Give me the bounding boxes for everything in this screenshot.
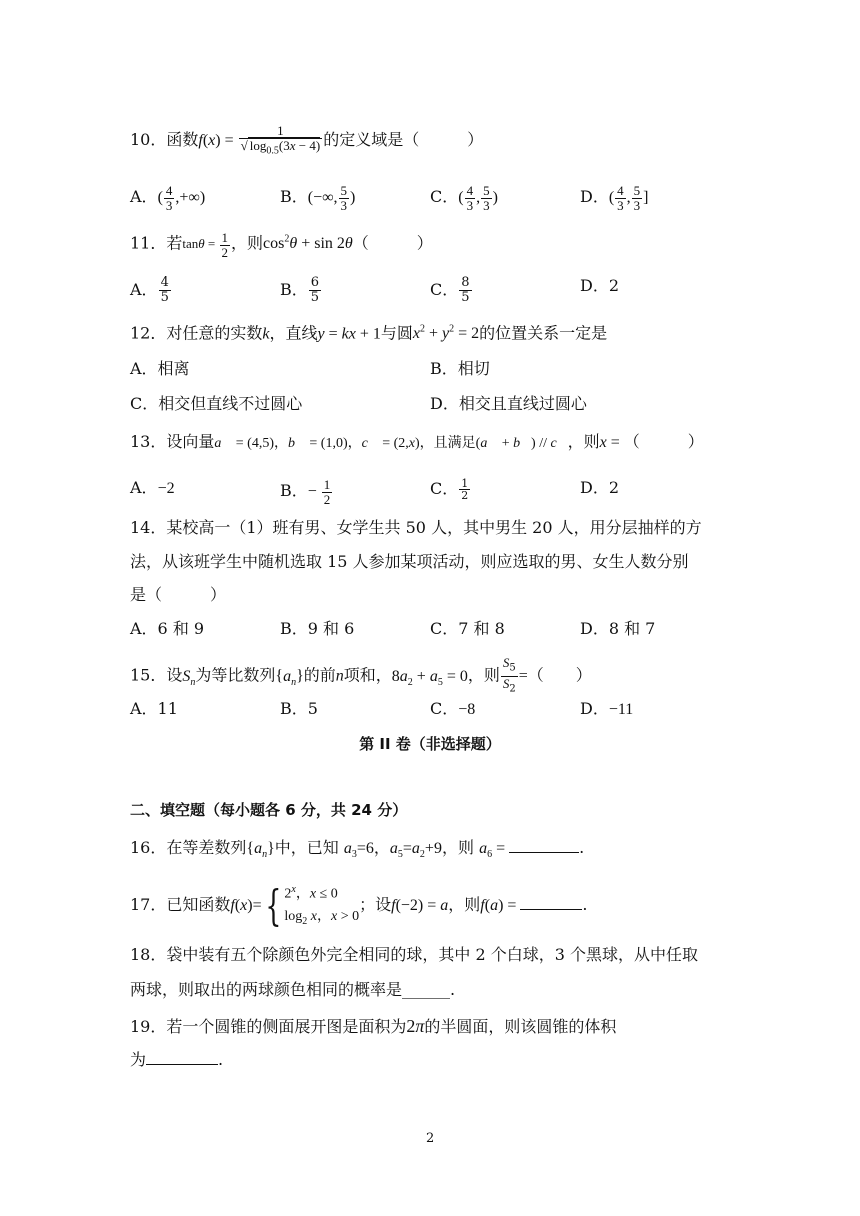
q10-option-a: A．( $\frac{4}{3}$ ,+∞) xyxy=(130,183,206,213)
question-10: 10．函数f(x) = $\frac{1}{√ \log_{0.5}(3x - 4)}$ 的定义域是（ ） xyxy=(130,123,484,157)
q10-formula: f(x) = $\frac{1}{√ \log_{0.5}(3x - 4)}$ xyxy=(198,123,321,157)
q11-option-d: D．2 xyxy=(580,276,620,295)
q14-option-c: C．7 和 8 xyxy=(430,619,505,638)
question-17: 17．已知函数f(x)={ 2$^x$，x ≤ 0 $\log_2 x$，x > 0 ；设f(−2) = a，则f(a) = . xyxy=(130,880,588,930)
q18-line-1: 18．袋中装有五个除颜色外完全相同的球，其中 2 个白球，3 个黑球，从中任取 xyxy=(130,945,698,964)
q15-option-c: C．−8 xyxy=(430,699,476,718)
page-number: 2 xyxy=(426,1131,435,1146)
q10-option-b: B．(−∞, $\frac{5}{3}$ ) xyxy=(280,183,356,213)
q13-option-b: B．− $\frac{1}{2}$ xyxy=(280,477,331,507)
q14-line-3: 是（ ） xyxy=(130,585,227,604)
q14-line-1: 14．某校高一（1）班有男、女学生共 50 人，其中男生 20 人，用分层抽样的方 xyxy=(130,518,702,537)
question-16: 16．在等差数列$\{a_n\}$中，已知 $a_3=6$，$a_5=a_2+9$，则 $a_6$ = . xyxy=(130,838,585,861)
question-13: 13．设向量a⃗ = (4,5)，b⃗ = (1,0)，c⃗ = (2,x)，且满足(a⃗ + b⃗) // c⃗，则x = （ ） xyxy=(130,432,704,451)
q10-option-d: D．( $\frac{4}{3}$ , $\frac{5}{3}$ ] xyxy=(580,183,649,213)
q19-line-1: 19．若一个圆锥的侧面展开图是面积为2π的半圆面，则该圆锥的体积 xyxy=(130,1016,617,1036)
question-12: 12．对任意的实数k，直线y = kx + 1与圆$x^2 + y^2 = 2$的位置关系一定是 xyxy=(130,323,608,343)
q14-line-2: 法，从该班学生中随机选取 15 人参加某项活动，则应选取的男、女生人数分别 xyxy=(130,552,689,571)
q14-option-b: B．9 和 6 xyxy=(280,619,355,638)
q14-option-a: A．6 和 9 xyxy=(130,619,205,638)
q15-option-a: A．11 xyxy=(130,699,178,718)
q13-option-a: A．−2 xyxy=(130,478,175,497)
q11-option-b: B． $\frac{6}{5}$ xyxy=(280,275,320,305)
q12-option-c: C．相交但直线不过圆心 xyxy=(130,394,303,413)
q12-option-a: A．相离 xyxy=(130,359,190,378)
question-15: 15．设$S_n$为等比数列$\{a_n\}$的前n项和，$8a_2 + a_5 = 0$，则 $\frac{S_5}{S_2}$ =（ ） xyxy=(130,655,592,695)
q13-option-c: C． $\frac{1}{2}$ xyxy=(430,477,469,502)
q13-option-d: D．2 xyxy=(580,478,620,497)
section-title: 第 II 卷（非选择题） xyxy=(359,735,501,753)
q10-option-c: C．( $\frac{4}{3}$ , $\frac{5}{3}$ ) xyxy=(430,183,498,213)
q12-option-b: B．相切 xyxy=(430,359,490,378)
q19-line-2: 为 . xyxy=(130,1050,224,1069)
q18-line-2: 两球，则取出的两球颜色相同的概率是______. xyxy=(130,980,456,999)
q12-option-d: D．相交且直线过圆心 xyxy=(430,394,587,413)
q11-option-a: A． $\frac{4}{5}$ xyxy=(130,275,169,305)
fill-in-header: 二、填空题（每小题各 6 分，共 24 分） xyxy=(130,801,408,819)
q15-option-b: B．5 xyxy=(280,699,318,718)
question-11: 11．若tanθ = $\frac{1}{2}$ ，则$\cos^2\theta + \sin 2\theta$（ ） xyxy=(130,229,433,260)
q14-option-d: D．8 和 7 xyxy=(580,619,656,638)
q15-option-d: D．−11 xyxy=(580,699,634,718)
q11-option-c: C． $\frac{8}{5}$ xyxy=(430,275,470,305)
